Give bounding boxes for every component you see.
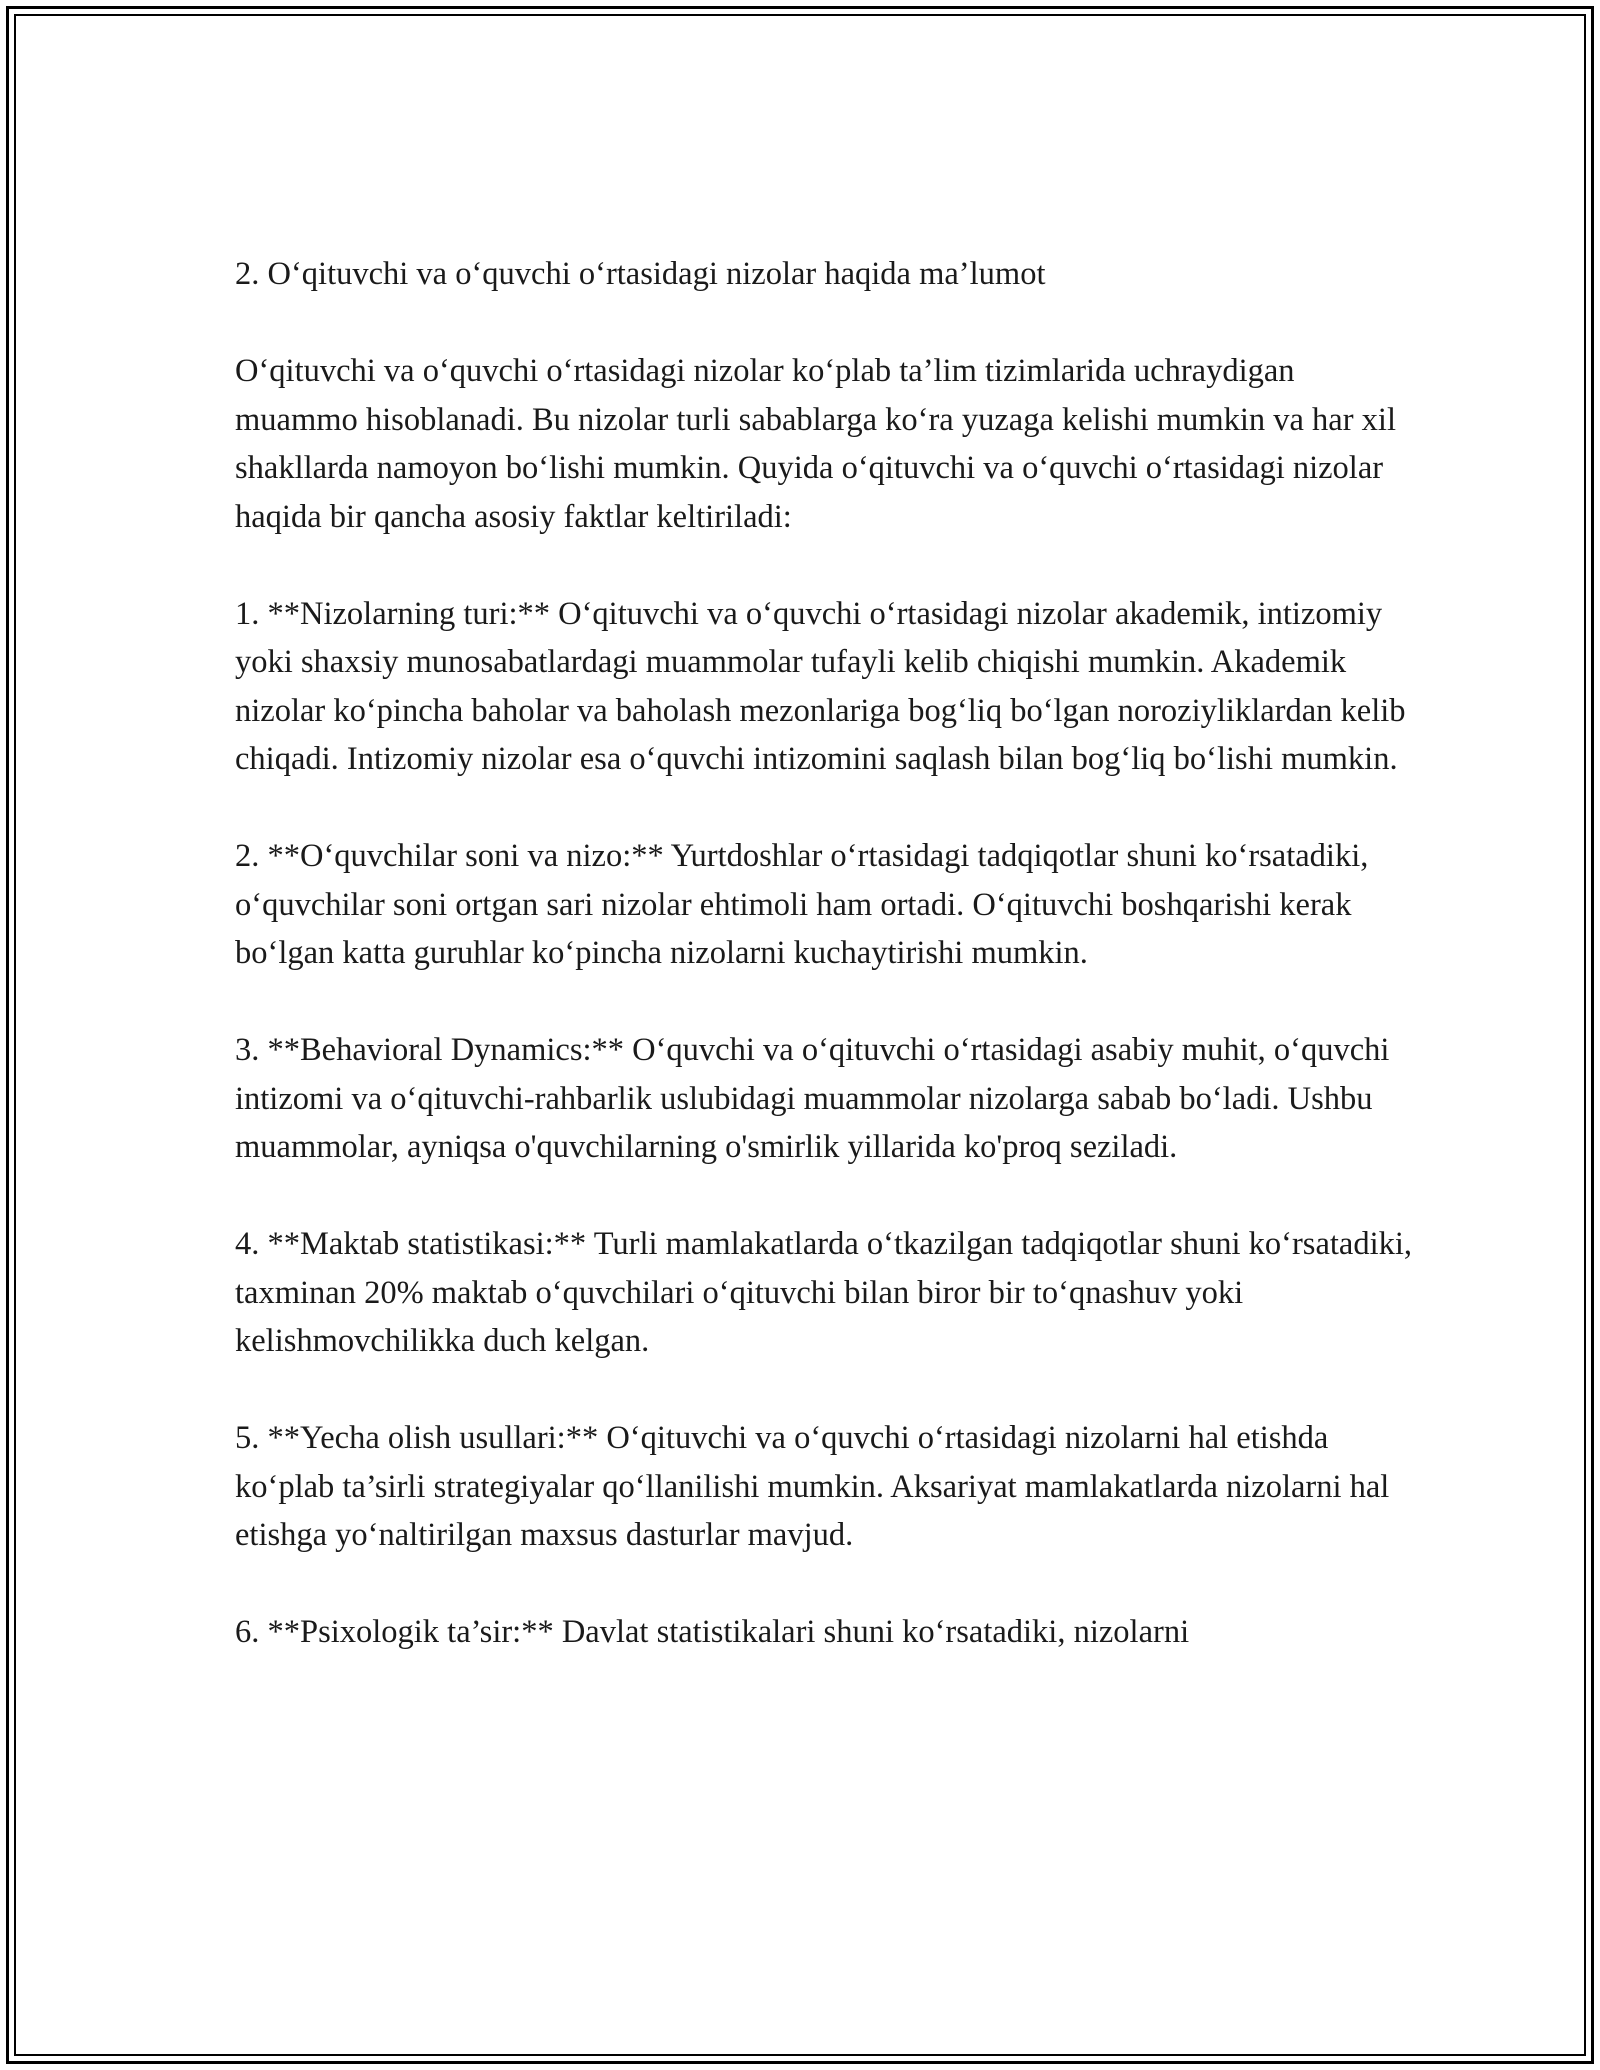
fact-item-2: 2. **O‘quvchilar soni va nizo:** Yurtdoshlar o‘rtasidagi tadqiqotlar shuni ko‘rsatadiki, o‘quvchilar soni ortgan sari nizolar ehtimoli ham ortadi. O‘qituvchi boshqarishi kerak bo‘lgan katta guruhlar ko‘pincha nizolarni kuchaytirishi mumkin.: [235, 838, 1369, 971]
section-heading: 2. O‘qituvchi va o‘quvchi o‘rtasidagi nizolar haqida ma’lumot: [235, 256, 1046, 292]
fact-item-3: 3. **Behavioral Dynamics:** O‘quvchi va o‘qituvchi o‘rtasidagi asabiy muhit, o‘quvchi intizomi va o‘qituvchi-rahbarlik uslubidagi muammolar nizolarga sabab bo‘ladi. Ushbu muammolar, ayniqsa o'quvchilarning o'smirlik yillarida ko'proq seziladi.: [235, 1032, 1390, 1165]
intro-paragraph: O‘qituvchi va o‘quvchi o‘rtasidagi nizolar ko‘plab ta’lim tizimlarida uchraydigan muammo hisoblanadi. Bu nizolar turli sabablarga ko‘ra yuzaga kelishi mumkin va har xil shakllarda namoyon bo‘lishi mumkin. Quyida o‘qituvchi va o‘quvchi o‘rtasidagi nizolar haqida bir qancha asosiy faktlar keltiriladi:: [235, 353, 1396, 535]
document-body: [235, 250, 1415, 1705]
fact-item-6: 6. **Psixologik ta’sir:** Davlat statistikalari shuni ko‘rsatadiki, nizolarni: [235, 1614, 1190, 1650]
fact-item-4: 4. **Maktab statistikasi:** Turli mamlakatlarda o‘tkazilgan tadqiqotlar shuni ko‘rsatadiki, taxminan 20% maktab o‘quvchilari o‘qituvchi bilan biror bir to‘qnashuv yoki kelishmovchilikka duch kelgan.: [235, 1226, 1413, 1359]
fact-item-1: 1. **Nizolarning turi:** O‘qituvchi va o‘quvchi o‘rtasidagi nizolar akademik, intizomiy yoki shaxsiy munosabatlardagi muammolar tufayli kelib chiqishi mumkin. Akademik nizolar ko‘pincha baholar va baholash mezonlariga bog‘liq bo‘lgan noroziyliklardan kelib chiqadi. Intizomiy nizolar esa o‘quvchi intizomini saqlash bilan bog‘liq bo‘lishi mumkin.: [235, 595, 1406, 777]
fact-item-5: 5. **Yecha olish usullari:** O‘qituvchi va o‘quvchi o‘rtasidagi nizolarni hal etishda ko‘plab ta’sirli strategiyalar qo‘llanilishi mumkin. Aksariyat mamlakatlarda nizolarni hal etishga yo‘naltirilgan maxsus dasturlar mavjud.: [235, 1420, 1390, 1553]
